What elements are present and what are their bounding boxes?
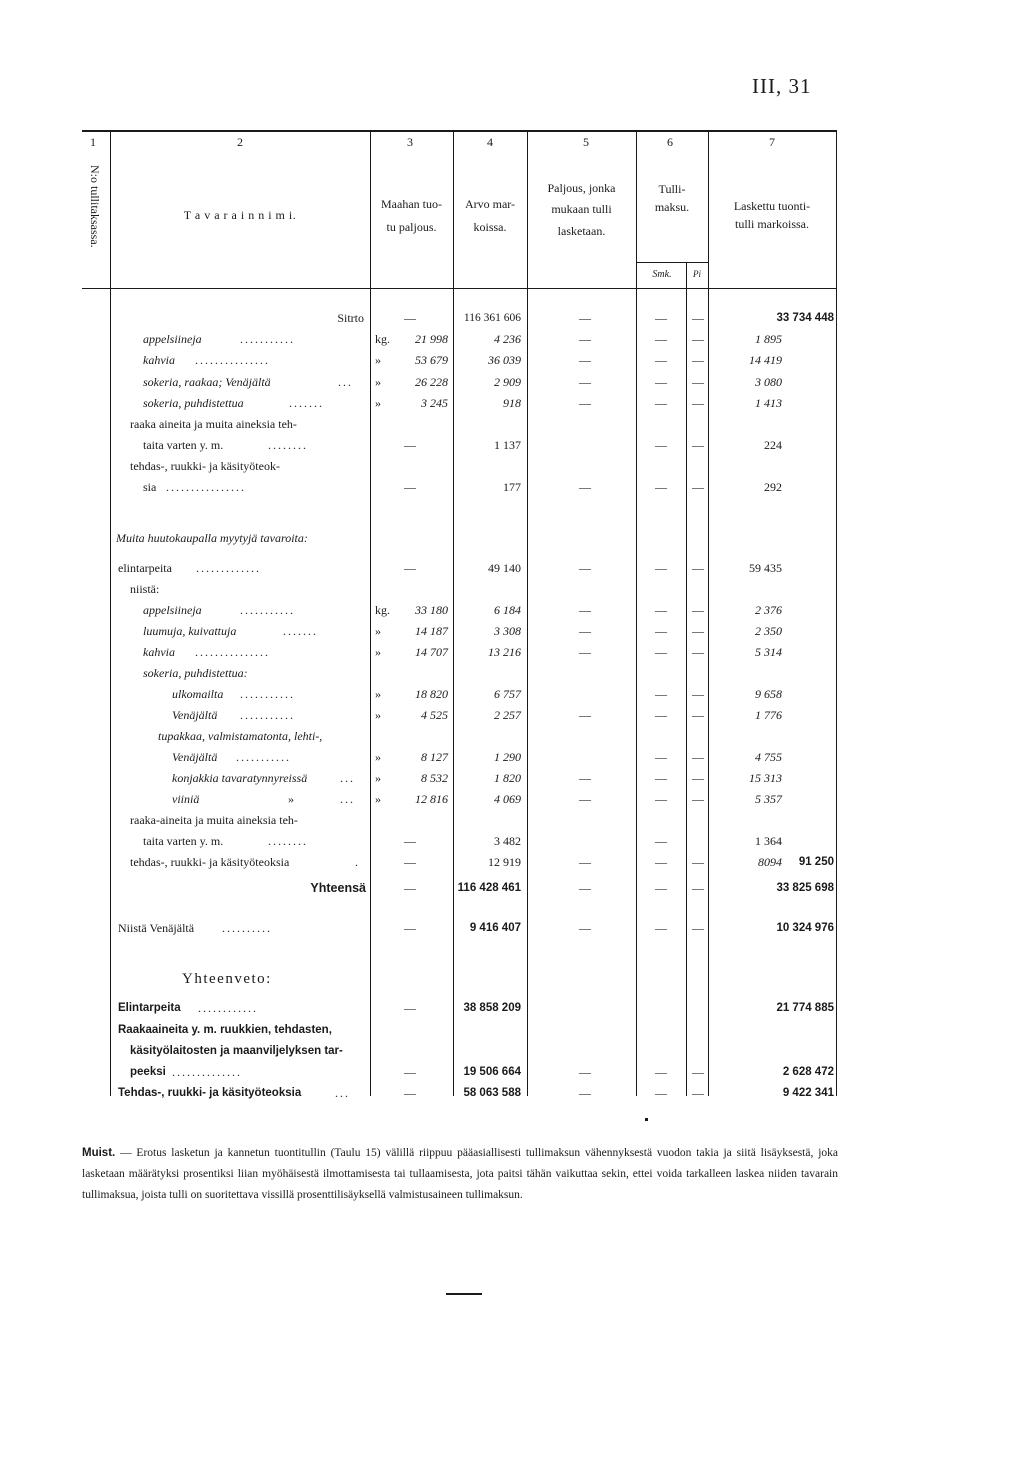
col6a-value: — — [655, 332, 667, 346]
row-name: sokeria, puhdistettua: — [143, 666, 248, 680]
col3-value: 12 816 — [415, 792, 448, 806]
col3-value: 8 127 — [421, 750, 448, 764]
row-name: konjakkia tavaratynnyreissä — [172, 771, 308, 785]
col6a-value: — — [655, 438, 667, 452]
summary-row-label-line1: Raakaaineita y. m. ruukkien, tehdasten, — [118, 1024, 332, 1036]
col6b-value: — — [692, 750, 704, 764]
row-name: sokeria, raakaa; Venäjältä — [143, 375, 271, 389]
leader-dots: ........... — [236, 750, 291, 764]
col6a-value: — — [655, 1086, 667, 1100]
col5-divider — [636, 131, 637, 1096]
col6b-value: — — [692, 624, 704, 638]
col5-value: — — [579, 855, 591, 869]
col4-header-line1: Arvo mar- — [464, 197, 516, 211]
footnote-lead: Muist. — [82, 1147, 116, 1159]
col6b-value: — — [692, 332, 704, 346]
col4-value: 4 069 — [494, 792, 521, 806]
col6-subdivider — [686, 262, 687, 1096]
col5-value: — — [579, 708, 591, 722]
row-name: appelsiineja — [143, 332, 202, 346]
col6b-value: — — [692, 480, 704, 494]
col3-divider — [453, 131, 454, 1096]
row-name: kahvia — [143, 645, 175, 659]
row-name-line1: raaka-aineita ja muita aineksia teh- — [130, 813, 298, 827]
col5-value: — — [579, 353, 591, 367]
table-right-rule — [836, 131, 837, 1096]
col6b-value: — — [692, 921, 704, 935]
col3-value: 8 532 — [421, 771, 448, 785]
col3-value: 53 679 — [415, 353, 448, 367]
col3-value: — — [404, 1065, 416, 1079]
col3-value: — — [404, 1001, 416, 1015]
row-name: tehdas-, ruukki- ja käsityöteoksia — [130, 855, 290, 869]
col5-value: — — [579, 396, 591, 410]
leader-dots: ........... — [240, 603, 295, 617]
col7-value: 2 350 — [755, 624, 782, 638]
col3-header-line2: tu paljous. — [386, 220, 437, 234]
col3-value: — — [404, 311, 416, 325]
row-name: ulkomailta — [172, 687, 224, 701]
col4-value: 9 416 407 — [469, 922, 521, 934]
leader-dots: .............. — [172, 1065, 242, 1079]
col3-value: 14 187 — [415, 624, 448, 638]
summary-title: Yhteenveto: — [182, 971, 272, 987]
summary-row-label: Tehdas-, ruukki- ja käsityöteoksia — [118, 1087, 302, 1099]
col7-value: 1 364 — [755, 834, 782, 848]
col7-value: 5 314 — [755, 645, 782, 659]
col4-divider — [527, 131, 528, 1096]
row-name: elintarpeita — [118, 561, 172, 575]
col1-divider — [110, 131, 111, 1096]
row-unit: » — [375, 353, 381, 367]
col7-header-line1: Laskettu tuonti- — [733, 199, 811, 213]
col4-value: 12 919 — [488, 855, 521, 869]
col1-number: 1 — [90, 135, 96, 149]
row-unit: » — [375, 750, 381, 764]
leader-dots: ........... — [240, 708, 295, 722]
col6a-value: — — [655, 708, 667, 722]
col4-value: 49 140 — [488, 561, 521, 575]
col6-sub-markka: Smk. — [652, 269, 672, 280]
col6a-value: — — [655, 375, 667, 389]
row-name: viiniä — [172, 792, 200, 806]
col6a-value: — — [655, 750, 667, 764]
col7-value: 1 776 — [755, 708, 782, 722]
stray-mark — [645, 1118, 648, 1121]
leader-dots: ... — [340, 771, 355, 785]
leader-dots: ........ — [268, 834, 308, 848]
col3-value: 3 245 — [421, 396, 448, 410]
row-unit: » — [375, 792, 381, 806]
row-name: Sitrto — [337, 311, 364, 325]
col7-value: 33 734 448 — [776, 312, 834, 324]
col2-divider — [370, 131, 371, 1096]
col3-value: — — [404, 855, 416, 869]
col6a-value: — — [655, 834, 667, 848]
col5-header-line1: Paljous, jonka — [547, 181, 616, 195]
col6a-value: — — [655, 561, 667, 575]
col4-value: 918 — [503, 396, 521, 410]
col6a-value: — — [655, 792, 667, 806]
col4-value: 13 216 — [488, 645, 521, 659]
col7-value: 8094 — [758, 855, 782, 869]
row-unit: » — [375, 624, 381, 638]
col7-value: 9 658 — [755, 687, 782, 701]
footnote — [82, 1143, 838, 1206]
col5-value: — — [579, 1086, 591, 1100]
row-name: sokeria, puhdistettua — [143, 396, 244, 410]
col5-value: — — [579, 603, 591, 617]
col6a-value: — — [655, 603, 667, 617]
col6b-value: — — [692, 881, 704, 895]
leader-dots: .......... — [222, 921, 272, 935]
col6-header-line2: maksu. — [654, 200, 690, 214]
col4-value: 3 482 — [494, 834, 521, 848]
row-unit: kg. — [375, 603, 390, 617]
col5-value: — — [579, 792, 591, 806]
col7-value: 1 895 — [755, 332, 782, 346]
leader-dots: ... — [335, 1086, 350, 1100]
col4-value: 36 039 — [488, 353, 521, 367]
col7-value: 15 313 — [749, 771, 782, 785]
leader-dots: ....... — [289, 396, 324, 410]
col7-value: 292 — [764, 480, 782, 494]
col3-value: 26 228 — [415, 375, 448, 389]
col5-value: — — [579, 561, 591, 575]
col4-value: 19 506 664 — [463, 1066, 521, 1078]
col3-value: 33 180 — [415, 603, 448, 617]
row-name: Venäjältä — [172, 750, 218, 764]
col3-value: — — [404, 561, 416, 575]
col3-value: — — [404, 921, 416, 935]
header-bottom-rule — [82, 288, 837, 289]
col6b-value: — — [692, 855, 704, 869]
col4-value: 1 820 — [494, 771, 521, 785]
col4-number: 4 — [487, 135, 493, 149]
russia-label: Niistä Venäjältä — [118, 921, 195, 935]
leader-dots: ....... — [283, 624, 318, 638]
summary-row-label: Elintarpeita — [118, 1002, 181, 1014]
table-top-rule — [82, 130, 837, 132]
col6b-value: — — [692, 687, 704, 701]
col5-value: — — [579, 921, 591, 935]
col3-value: — — [404, 881, 416, 895]
col6a-value: — — [655, 855, 667, 869]
col7-value: 4 755 — [755, 750, 782, 764]
col3-value: 18 820 — [415, 687, 448, 701]
leader-dots: ............ — [198, 1001, 258, 1015]
row-name: niistä: — [130, 582, 160, 596]
col6b-value: — — [692, 561, 704, 575]
col7-value: 2 628 472 — [782, 1066, 834, 1078]
col2-header: T a v a r a i n n i m i. — [183, 208, 297, 222]
row-unit: » — [375, 375, 381, 389]
row-name: luumuja, kuivattuja — [143, 624, 237, 638]
col7-subtotal: 91 250 — [798, 856, 834, 868]
col7-value: 5 357 — [755, 792, 782, 806]
col4-value: 2 257 — [494, 708, 521, 722]
col6a-value: — — [655, 480, 667, 494]
col5-value: — — [579, 624, 591, 638]
col7-value: 14 419 — [749, 353, 782, 367]
footnote-text: — Erotus lasketun ja kannetun tuontitullin (Taulu 15) välillä riippuu pääasiallisesti tullimaksun vähennyksestä vuodon takia ja siitä lisäyksestä, joka lasketaan määrätyksi prosentiksi liian myöhäisestä ilmottamisesta tai tullaamisesta, jota paitsi tähän vaikuttaa sekin, ettei voida tarkalleen laskea niiden tavarain tullimaksua, joista tulli on suoritettava vissillä prosenttilisäyksellä valmistusaineen tullimaksun. — [82, 1147, 838, 1201]
col4-header-line2: koissa. — [473, 220, 507, 234]
col6b-value: — — [692, 396, 704, 410]
ditto-mark: » — [288, 792, 294, 806]
col7-value: 33 825 698 — [776, 882, 834, 894]
col4-value: 177 — [503, 480, 521, 494]
col4-value: 6 184 — [494, 603, 521, 617]
leader-dots: . — [355, 855, 358, 869]
row-unit: » — [375, 396, 381, 410]
row-name: Venäjältä — [172, 708, 218, 722]
col6b-value: — — [692, 1065, 704, 1079]
col4-value: 3 308 — [494, 624, 521, 638]
col5-value: — — [579, 375, 591, 389]
col3-number: 3 — [407, 135, 413, 149]
col6b-value: — — [692, 645, 704, 659]
col6a-value: — — [655, 921, 667, 935]
col5-value: — — [579, 645, 591, 659]
leader-dots: ........... — [240, 332, 295, 346]
col3-value: — — [404, 834, 416, 848]
col3-value: — — [404, 438, 416, 452]
col2-number: 2 — [237, 135, 243, 149]
col6b-value: — — [692, 708, 704, 722]
col7-value: 9 422 341 — [782, 1087, 834, 1099]
col7-value: 59 435 — [749, 561, 782, 575]
row-name-line2: taita varten y. m. — [143, 438, 224, 452]
col6a-value: — — [655, 311, 667, 325]
col6-sub-penni: Pi — [693, 269, 701, 279]
leader-dots: ........... — [240, 687, 295, 701]
col3-value: 14 707 — [415, 645, 448, 659]
row-unit: » — [375, 687, 381, 701]
col6-header-line1: Tulli- — [658, 182, 686, 196]
col6b-value: — — [692, 771, 704, 785]
col6-divider — [708, 131, 709, 1096]
col4-value: 1 137 — [494, 438, 521, 452]
leader-dots: ............... — [195, 353, 270, 367]
col4-value: 1 290 — [494, 750, 521, 764]
col5-header-line2: mukaan tulli — [551, 202, 612, 216]
col5-value: — — [579, 771, 591, 785]
col6a-value: — — [655, 645, 667, 659]
total-label: Yhteensä — [310, 881, 366, 895]
leader-dots: ... — [338, 375, 353, 389]
col4-value: 116 428 461 — [457, 882, 521, 894]
summary-row-label-line3: peeksi — [130, 1066, 166, 1078]
col7-value: 1 413 — [755, 396, 782, 410]
col3-value: 4 525 — [421, 708, 448, 722]
col5-value: — — [579, 881, 591, 895]
row-name-line1: raaka aineita ja muita aineksia teh- — [130, 417, 297, 431]
col7-value: 2 376 — [755, 603, 782, 617]
row-name: appelsiineja — [143, 603, 202, 617]
col5-value: — — [579, 311, 591, 325]
col6a-value: — — [655, 353, 667, 367]
leader-dots: ............. — [196, 561, 261, 575]
row-name-line1: tehdas-, ruukki- ja käsityöteok- — [130, 459, 280, 473]
row-name: tupakkaa, valmistamatonta, lehti-, — [158, 729, 323, 743]
col4-value: 4 236 — [494, 332, 521, 346]
col6a-value: — — [655, 624, 667, 638]
col4-value: 2 909 — [494, 375, 521, 389]
col3-header-line1: Maahan tuo- — [381, 197, 442, 211]
col7-value: 21 774 885 — [776, 1002, 834, 1014]
col5-header-line3: lasketaan. — [557, 224, 606, 238]
col6b-value: — — [692, 438, 704, 452]
col7-value: 10 324 976 — [776, 922, 834, 934]
col7-value: 224 — [764, 438, 782, 452]
col6b-value: — — [692, 375, 704, 389]
summary-row-label-line2: käsityölaitosten ja maanviljelyksen tar- — [130, 1045, 343, 1057]
leader-dots: ........ — [268, 438, 308, 452]
row-name: kahvia — [143, 353, 175, 367]
col7-value: 3 080 — [755, 375, 782, 389]
col4-value: 58 063 588 — [463, 1087, 521, 1099]
col6b-value: — — [692, 353, 704, 367]
col6a-value: — — [655, 687, 667, 701]
col6-sub-rule — [636, 262, 708, 263]
leader-dots: ............... — [195, 645, 270, 659]
row-unit: » — [375, 771, 381, 785]
row-name-line2: sia — [143, 480, 157, 494]
col3-value: 21 998 — [415, 332, 448, 346]
page-number: III, 31 — [752, 74, 812, 98]
bottom-rule-mark — [446, 1293, 482, 1295]
row-unit: » — [375, 708, 381, 722]
col3-value: — — [404, 480, 416, 494]
col6b-value: — — [692, 1086, 704, 1100]
col4-value: 116 361 606 — [463, 312, 521, 324]
col1-header: N:o tullitaksassa. — [88, 165, 102, 248]
col6-number: 6 — [667, 135, 673, 149]
col6b-value: — — [692, 792, 704, 806]
col4-value: 6 757 — [494, 687, 521, 701]
col6b-value: — — [692, 311, 704, 325]
col5-value: — — [579, 480, 591, 494]
leader-dots: ................ — [166, 480, 246, 494]
col7-header-line2: tulli markoissa. — [735, 217, 809, 231]
col6a-value: — — [655, 881, 667, 895]
row-unit: » — [375, 645, 381, 659]
col6a-value: — — [655, 771, 667, 785]
col5-value: — — [579, 332, 591, 346]
col4-value: 38 858 209 — [463, 1002, 521, 1014]
leader-dots: ... — [340, 792, 355, 806]
col3-value: — — [404, 1086, 416, 1100]
col6b-value: — — [692, 603, 704, 617]
row-name-line2: taita varten y. m. — [143, 834, 224, 848]
col5-number: 5 — [583, 135, 589, 149]
section-title: Muita huutokaupalla myytyjä tavaroita: — [116, 531, 308, 545]
col7-number: 7 — [769, 135, 775, 149]
col6a-value: — — [655, 396, 667, 410]
col5-value: — — [579, 1065, 591, 1079]
row-unit: kg. — [375, 332, 390, 346]
col6a-value: — — [655, 1065, 667, 1079]
